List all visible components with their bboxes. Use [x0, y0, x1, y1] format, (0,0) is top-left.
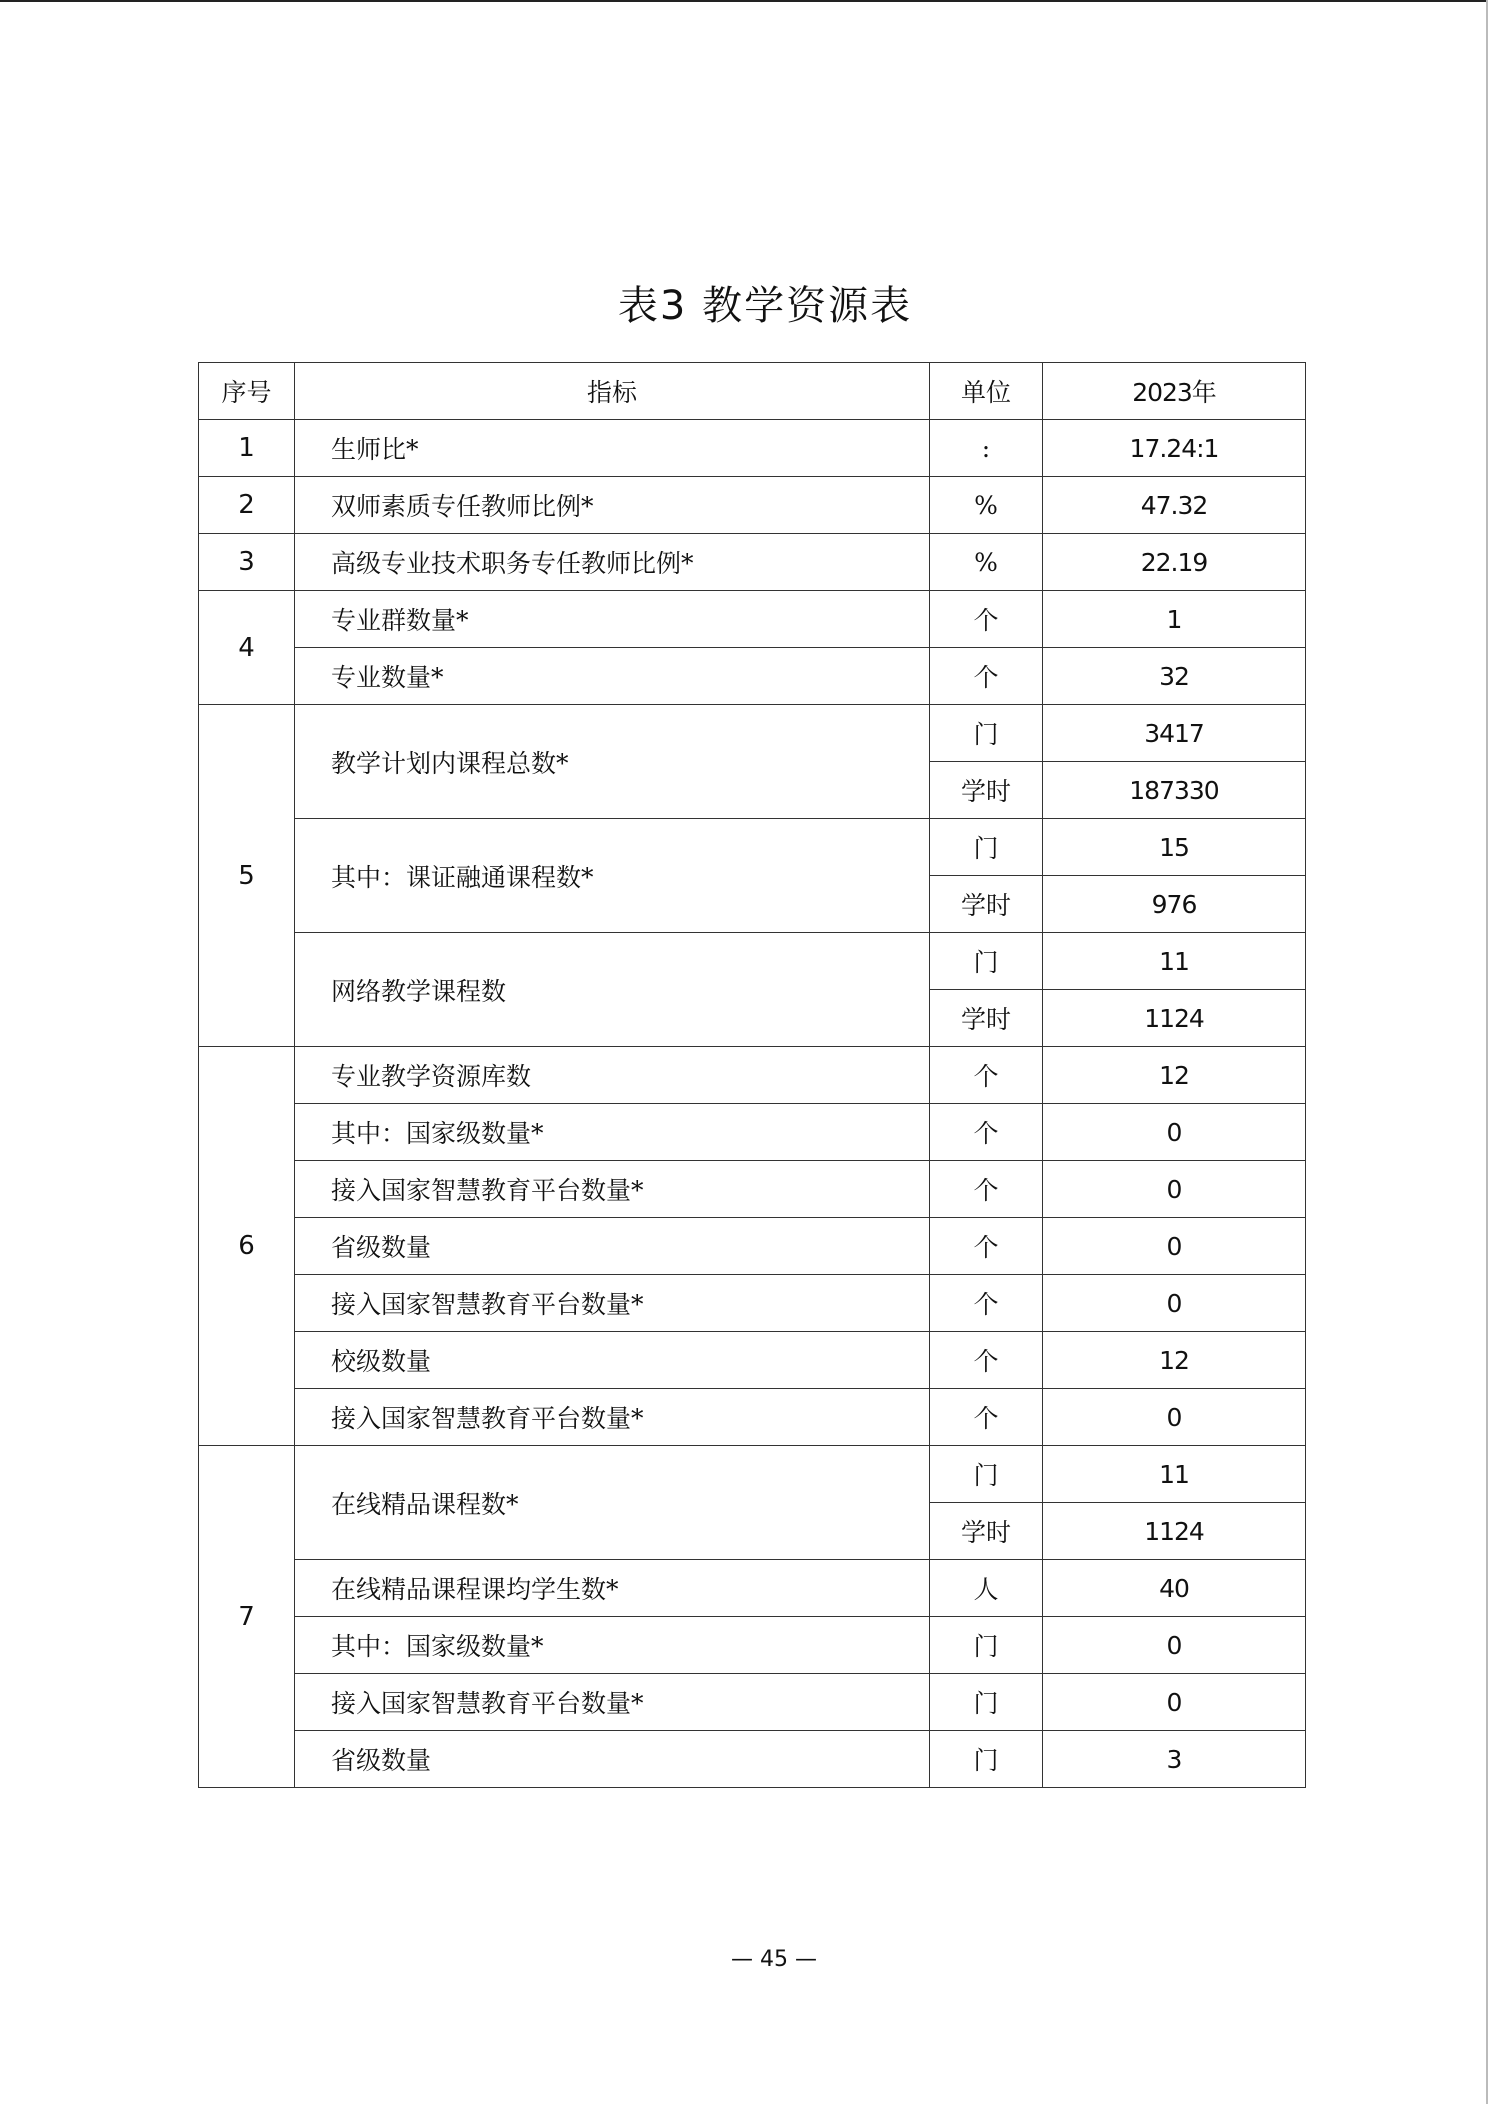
unit-cell: 个 [930, 1275, 1043, 1332]
unit-cell: 个 [930, 1104, 1043, 1161]
table-row [199, 420, 1306, 477]
unit-cell: 门 [930, 1446, 1043, 1503]
unit-cell: 个 [930, 1332, 1043, 1389]
indicator-cell: 双师素质专任教师比例* [295, 477, 930, 534]
header-year: 2023年 [1043, 363, 1306, 420]
unit-cell: 人 [930, 1560, 1043, 1617]
value-cell: 40 [1043, 1560, 1306, 1617]
row-seq-number: 3 [199, 534, 295, 591]
indicator-cell: 高级专业技术职务专任教师比例* [295, 534, 930, 591]
value-cell: 11 [1043, 1446, 1306, 1503]
indicator-cell: 接入国家智慧教育平台数量* [295, 1674, 930, 1731]
unit-cell: : [930, 420, 1043, 477]
table-title: 表3 教学资源表 [617, 283, 913, 329]
value-cell: 0 [1043, 1218, 1306, 1275]
value-cell: 0 [1043, 1275, 1306, 1332]
value-cell: 15 [1043, 819, 1306, 876]
value-cell: 187330 [1043, 762, 1306, 819]
indicator-cell: 教学计划内课程总数* [295, 705, 930, 819]
row-seq-number: 2 [199, 477, 295, 534]
table-row [199, 1161, 1306, 1218]
unit-cell: 门 [930, 1731, 1043, 1788]
value-cell: 1124 [1043, 1503, 1306, 1560]
indicator-cell: 在线精品课程课均学生数* [295, 1560, 930, 1617]
header-indicator: 指标 [295, 363, 930, 420]
value-cell: 12 [1043, 1047, 1306, 1104]
header-unit: 单位 [930, 363, 1043, 420]
unit-cell: 门 [930, 819, 1043, 876]
value-cell: 1 [1043, 591, 1306, 648]
table-row [199, 1731, 1306, 1788]
value-cell: 0 [1043, 1161, 1306, 1218]
value-cell: 3 [1043, 1731, 1306, 1788]
table-body [199, 420, 1306, 1788]
indicator-cell: 生师比* [295, 420, 930, 477]
row-seq-number: 1 [199, 420, 295, 477]
table-row [199, 1047, 1306, 1104]
unit-cell: 个 [930, 591, 1043, 648]
row-seq-number: 5 [199, 705, 295, 1047]
page-top-border [0, 0, 1488, 2]
header-row [199, 363, 1306, 420]
value-cell: 22.19 [1043, 534, 1306, 591]
table-row [199, 1218, 1306, 1275]
indicator-cell: 其中：国家级数量* [295, 1104, 930, 1161]
indicator-cell: 专业群数量* [295, 591, 930, 648]
unit-cell: % [930, 477, 1043, 534]
indicator-cell: 省级数量 [295, 1731, 930, 1788]
indicator-cell: 专业数量* [295, 648, 930, 705]
unit-cell: 个 [930, 1047, 1043, 1104]
unit-cell: 学时 [930, 1503, 1043, 1560]
value-cell: 17.24:1 [1043, 420, 1306, 477]
value-cell: 976 [1043, 876, 1306, 933]
table-row [199, 477, 1306, 534]
header-seq: 序号 [199, 363, 295, 420]
indicator-cell: 接入国家智慧教育平台数量* [295, 1161, 930, 1218]
unit-cell: 个 [930, 1161, 1043, 1218]
unit-cell: 个 [930, 1218, 1043, 1275]
row-seq-number: 7 [199, 1446, 295, 1788]
table-row [199, 933, 1306, 990]
table-row [199, 1446, 1306, 1503]
value-cell: 0 [1043, 1617, 1306, 1674]
value-cell: 0 [1043, 1674, 1306, 1731]
indicator-cell: 省级数量 [295, 1218, 930, 1275]
table-row [199, 1674, 1306, 1731]
table-row [199, 648, 1306, 705]
unit-cell: 门 [930, 1617, 1043, 1674]
value-cell: 11 [1043, 933, 1306, 990]
teaching-resources-table [198, 362, 1306, 1788]
unit-cell: 个 [930, 648, 1043, 705]
value-cell: 3417 [1043, 705, 1306, 762]
value-cell: 0 [1043, 1104, 1306, 1161]
row-seq-number: 6 [199, 1047, 295, 1446]
table-row [199, 1332, 1306, 1389]
indicator-cell: 校级数量 [295, 1332, 930, 1389]
unit-cell: 学时 [930, 990, 1043, 1047]
unit-cell: 门 [930, 1674, 1043, 1731]
value-cell: 0 [1043, 1389, 1306, 1446]
unit-cell: 门 [930, 933, 1043, 990]
table-row [199, 591, 1306, 648]
table-row [199, 1275, 1306, 1332]
unit-cell: 学时 [930, 762, 1043, 819]
value-cell: 12 [1043, 1332, 1306, 1389]
table-row [199, 1617, 1306, 1674]
unit-cell: 个 [930, 1389, 1043, 1446]
table-row [199, 1560, 1306, 1617]
indicator-cell: 网络教学课程数 [295, 933, 930, 1047]
unit-cell: 门 [930, 705, 1043, 762]
table-row [199, 819, 1306, 876]
table-row [199, 1389, 1306, 1446]
table-row [199, 534, 1306, 591]
unit-cell: 学时 [930, 876, 1043, 933]
value-cell: 47.32 [1043, 477, 1306, 534]
value-cell: 32 [1043, 648, 1306, 705]
value-cell: 1124 [1043, 990, 1306, 1047]
unit-cell: % [930, 534, 1043, 591]
indicator-cell: 接入国家智慧教育平台数量* [295, 1275, 930, 1332]
table-row [199, 1104, 1306, 1161]
indicator-cell: 其中：国家级数量* [295, 1617, 930, 1674]
table-row [199, 705, 1306, 762]
indicator-cell: 专业教学资源库数 [295, 1047, 930, 1104]
indicator-cell: 其中：课证融通课程数* [295, 819, 930, 933]
indicator-cell: 接入国家智慧教育平台数量* [295, 1389, 930, 1446]
page-number: — 45 — [731, 1947, 817, 1972]
indicator-cell: 在线精品课程数* [295, 1446, 930, 1560]
row-seq-number: 4 [199, 591, 295, 705]
